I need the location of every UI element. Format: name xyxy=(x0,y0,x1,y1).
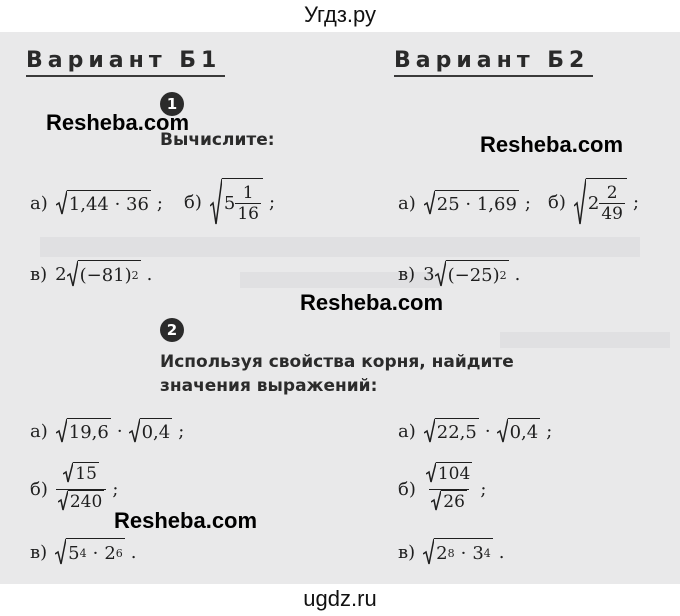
radicand xyxy=(66,538,125,566)
radical xyxy=(497,418,541,444)
radicand: 26 xyxy=(443,492,465,512)
radical-sign-icon xyxy=(58,490,68,512)
radical xyxy=(63,462,99,484)
coefficient: 3 xyxy=(423,263,435,285)
task-1-number: 1 xyxy=(160,92,184,116)
numerator: 2 xyxy=(606,182,618,203)
item-label: в) xyxy=(30,541,48,563)
radicand: 19,6 xyxy=(67,418,111,444)
radicand: 22,5 xyxy=(435,418,479,444)
fraction xyxy=(235,183,261,224)
site-name-header: Угдз.ру xyxy=(303,2,377,27)
punctuation: . xyxy=(514,263,521,285)
fraction xyxy=(424,462,474,517)
task-2-instruction-line-1: Используя свойства корня, найдите xyxy=(160,352,514,372)
bleed-through-block xyxy=(500,332,670,348)
radicand: 0,4 xyxy=(508,418,541,444)
radical-sign-icon xyxy=(574,178,586,226)
radical xyxy=(423,538,493,566)
task-1-b2-item-b xyxy=(548,178,639,226)
watermark: Resheba.com xyxy=(480,132,624,157)
base: 2 xyxy=(436,542,448,564)
radical-sign-icon xyxy=(210,178,222,226)
numerator: 1 xyxy=(242,182,254,203)
base: (−81) xyxy=(79,264,132,286)
site-footer xyxy=(0,584,680,616)
radical xyxy=(426,462,472,484)
textbook-page xyxy=(0,32,680,584)
item-label: б) xyxy=(184,191,202,213)
radical xyxy=(129,418,173,444)
exponent: 6 xyxy=(115,546,123,560)
exponent: 2 xyxy=(131,268,139,282)
radical-sign-icon xyxy=(435,260,446,288)
task-1-b1-item-b xyxy=(184,178,275,226)
radical xyxy=(424,418,479,444)
radicand: 1,44 · 36 xyxy=(67,190,151,216)
radical xyxy=(55,538,125,566)
punctuation: ; xyxy=(156,192,163,214)
radical xyxy=(67,260,141,288)
punctuation: ; xyxy=(268,191,276,213)
radicand xyxy=(78,260,141,288)
radical-sign-icon xyxy=(63,462,73,484)
task-1-b2-item-c xyxy=(398,260,520,288)
site-name-footer: ugdz.ru xyxy=(303,586,377,611)
variant-b2-title: Вариант Б2 xyxy=(394,48,593,77)
punctuation: . xyxy=(498,541,505,563)
multiply-sign: · xyxy=(92,542,99,564)
task-2-number: 2 xyxy=(160,318,184,342)
radical-sign-icon xyxy=(56,190,67,216)
exponent: 8 xyxy=(447,546,455,560)
multiply-sign: · xyxy=(484,420,491,442)
watermark: Resheba.com xyxy=(114,508,258,533)
item-label: б) xyxy=(398,479,416,500)
watermark: Resheba.com xyxy=(46,110,190,135)
radical-sign-icon xyxy=(67,260,78,288)
base: 5 xyxy=(68,542,80,564)
punctuation: ; xyxy=(112,479,119,500)
radical xyxy=(574,178,627,226)
task-1-instruction: Вычислите: xyxy=(160,130,275,150)
radical xyxy=(424,190,519,216)
fraction xyxy=(599,183,625,224)
item-label: а) xyxy=(398,192,416,214)
variant-b1-title: Вариант Б1 xyxy=(26,48,225,77)
punctuation: ; xyxy=(524,192,531,214)
radicand: 0,4 xyxy=(140,418,173,444)
denominator xyxy=(429,489,469,517)
radical-sign-icon xyxy=(424,190,435,216)
numerator xyxy=(61,462,101,489)
radical-sign-icon xyxy=(129,418,140,444)
watermark: Resheba.com xyxy=(300,290,444,315)
item-label: в) xyxy=(398,541,416,563)
base: 3 xyxy=(472,542,484,564)
radical-sign-icon xyxy=(431,490,441,512)
radical-sign-icon xyxy=(426,462,436,484)
punctuation: . xyxy=(146,263,153,285)
task-2-b1-item-c xyxy=(30,538,137,566)
exponent: 4 xyxy=(483,546,491,560)
task-2-b1-item-b xyxy=(30,462,118,517)
radicand xyxy=(434,538,493,566)
task-2-instruction-line-2: значения выражений: xyxy=(160,376,378,396)
coefficient: 2 xyxy=(55,263,67,285)
base: 2 xyxy=(104,542,116,564)
punctuation: ; xyxy=(480,479,487,500)
site-header xyxy=(0,0,680,32)
denominator: 49 xyxy=(601,203,623,224)
exponent: 2 xyxy=(499,268,507,282)
task-2-b2-item-c xyxy=(398,538,505,566)
item-label: б) xyxy=(548,191,566,213)
radicand: 240 xyxy=(69,492,103,512)
radical xyxy=(56,190,151,216)
mixed-whole: 5 xyxy=(223,192,236,214)
punctuation: ; xyxy=(632,191,640,213)
radical xyxy=(435,260,509,288)
denominator xyxy=(56,489,106,517)
task-1-b1-item-c xyxy=(30,260,152,288)
multiply-sign: · xyxy=(116,420,123,442)
mixed-whole: 2 xyxy=(587,192,600,214)
numerator xyxy=(424,462,474,489)
radical xyxy=(431,490,467,512)
radical-sign-icon xyxy=(424,418,435,444)
radical-sign-icon xyxy=(423,538,434,566)
radical xyxy=(58,490,104,512)
fraction xyxy=(56,462,106,517)
task-1-b2-item-a xyxy=(398,190,531,216)
radical-sign-icon xyxy=(497,418,508,444)
radicand xyxy=(586,178,627,226)
item-label: а) xyxy=(398,420,416,442)
task-2-b2-item-a xyxy=(398,418,552,444)
item-label: б) xyxy=(30,479,48,500)
task-2-b1-item-a xyxy=(30,418,184,444)
punctuation: ; xyxy=(546,420,553,442)
radicand xyxy=(222,178,263,226)
denominator: 16 xyxy=(237,203,259,224)
item-label: а) xyxy=(30,420,48,442)
punctuation: . xyxy=(130,541,137,563)
radical-sign-icon xyxy=(55,538,66,566)
radical-sign-icon xyxy=(56,418,67,444)
radicand: 15 xyxy=(75,464,97,484)
radicand: 25 · 1,69 xyxy=(435,190,519,216)
multiply-sign: · xyxy=(460,542,467,564)
bleed-through-block xyxy=(40,237,640,257)
radicand xyxy=(446,260,509,288)
punctuation: ; xyxy=(178,420,185,442)
radical xyxy=(210,178,263,226)
radicand: 104 xyxy=(437,464,471,484)
item-label: в) xyxy=(398,263,416,285)
item-label: а) xyxy=(30,192,48,214)
base: (−25) xyxy=(447,264,500,286)
item-label: в) xyxy=(30,263,48,285)
exponent: 4 xyxy=(79,546,87,560)
task-1-b1-item-a xyxy=(30,190,163,216)
task-2-b2-item-b xyxy=(398,462,486,517)
radical xyxy=(56,418,111,444)
